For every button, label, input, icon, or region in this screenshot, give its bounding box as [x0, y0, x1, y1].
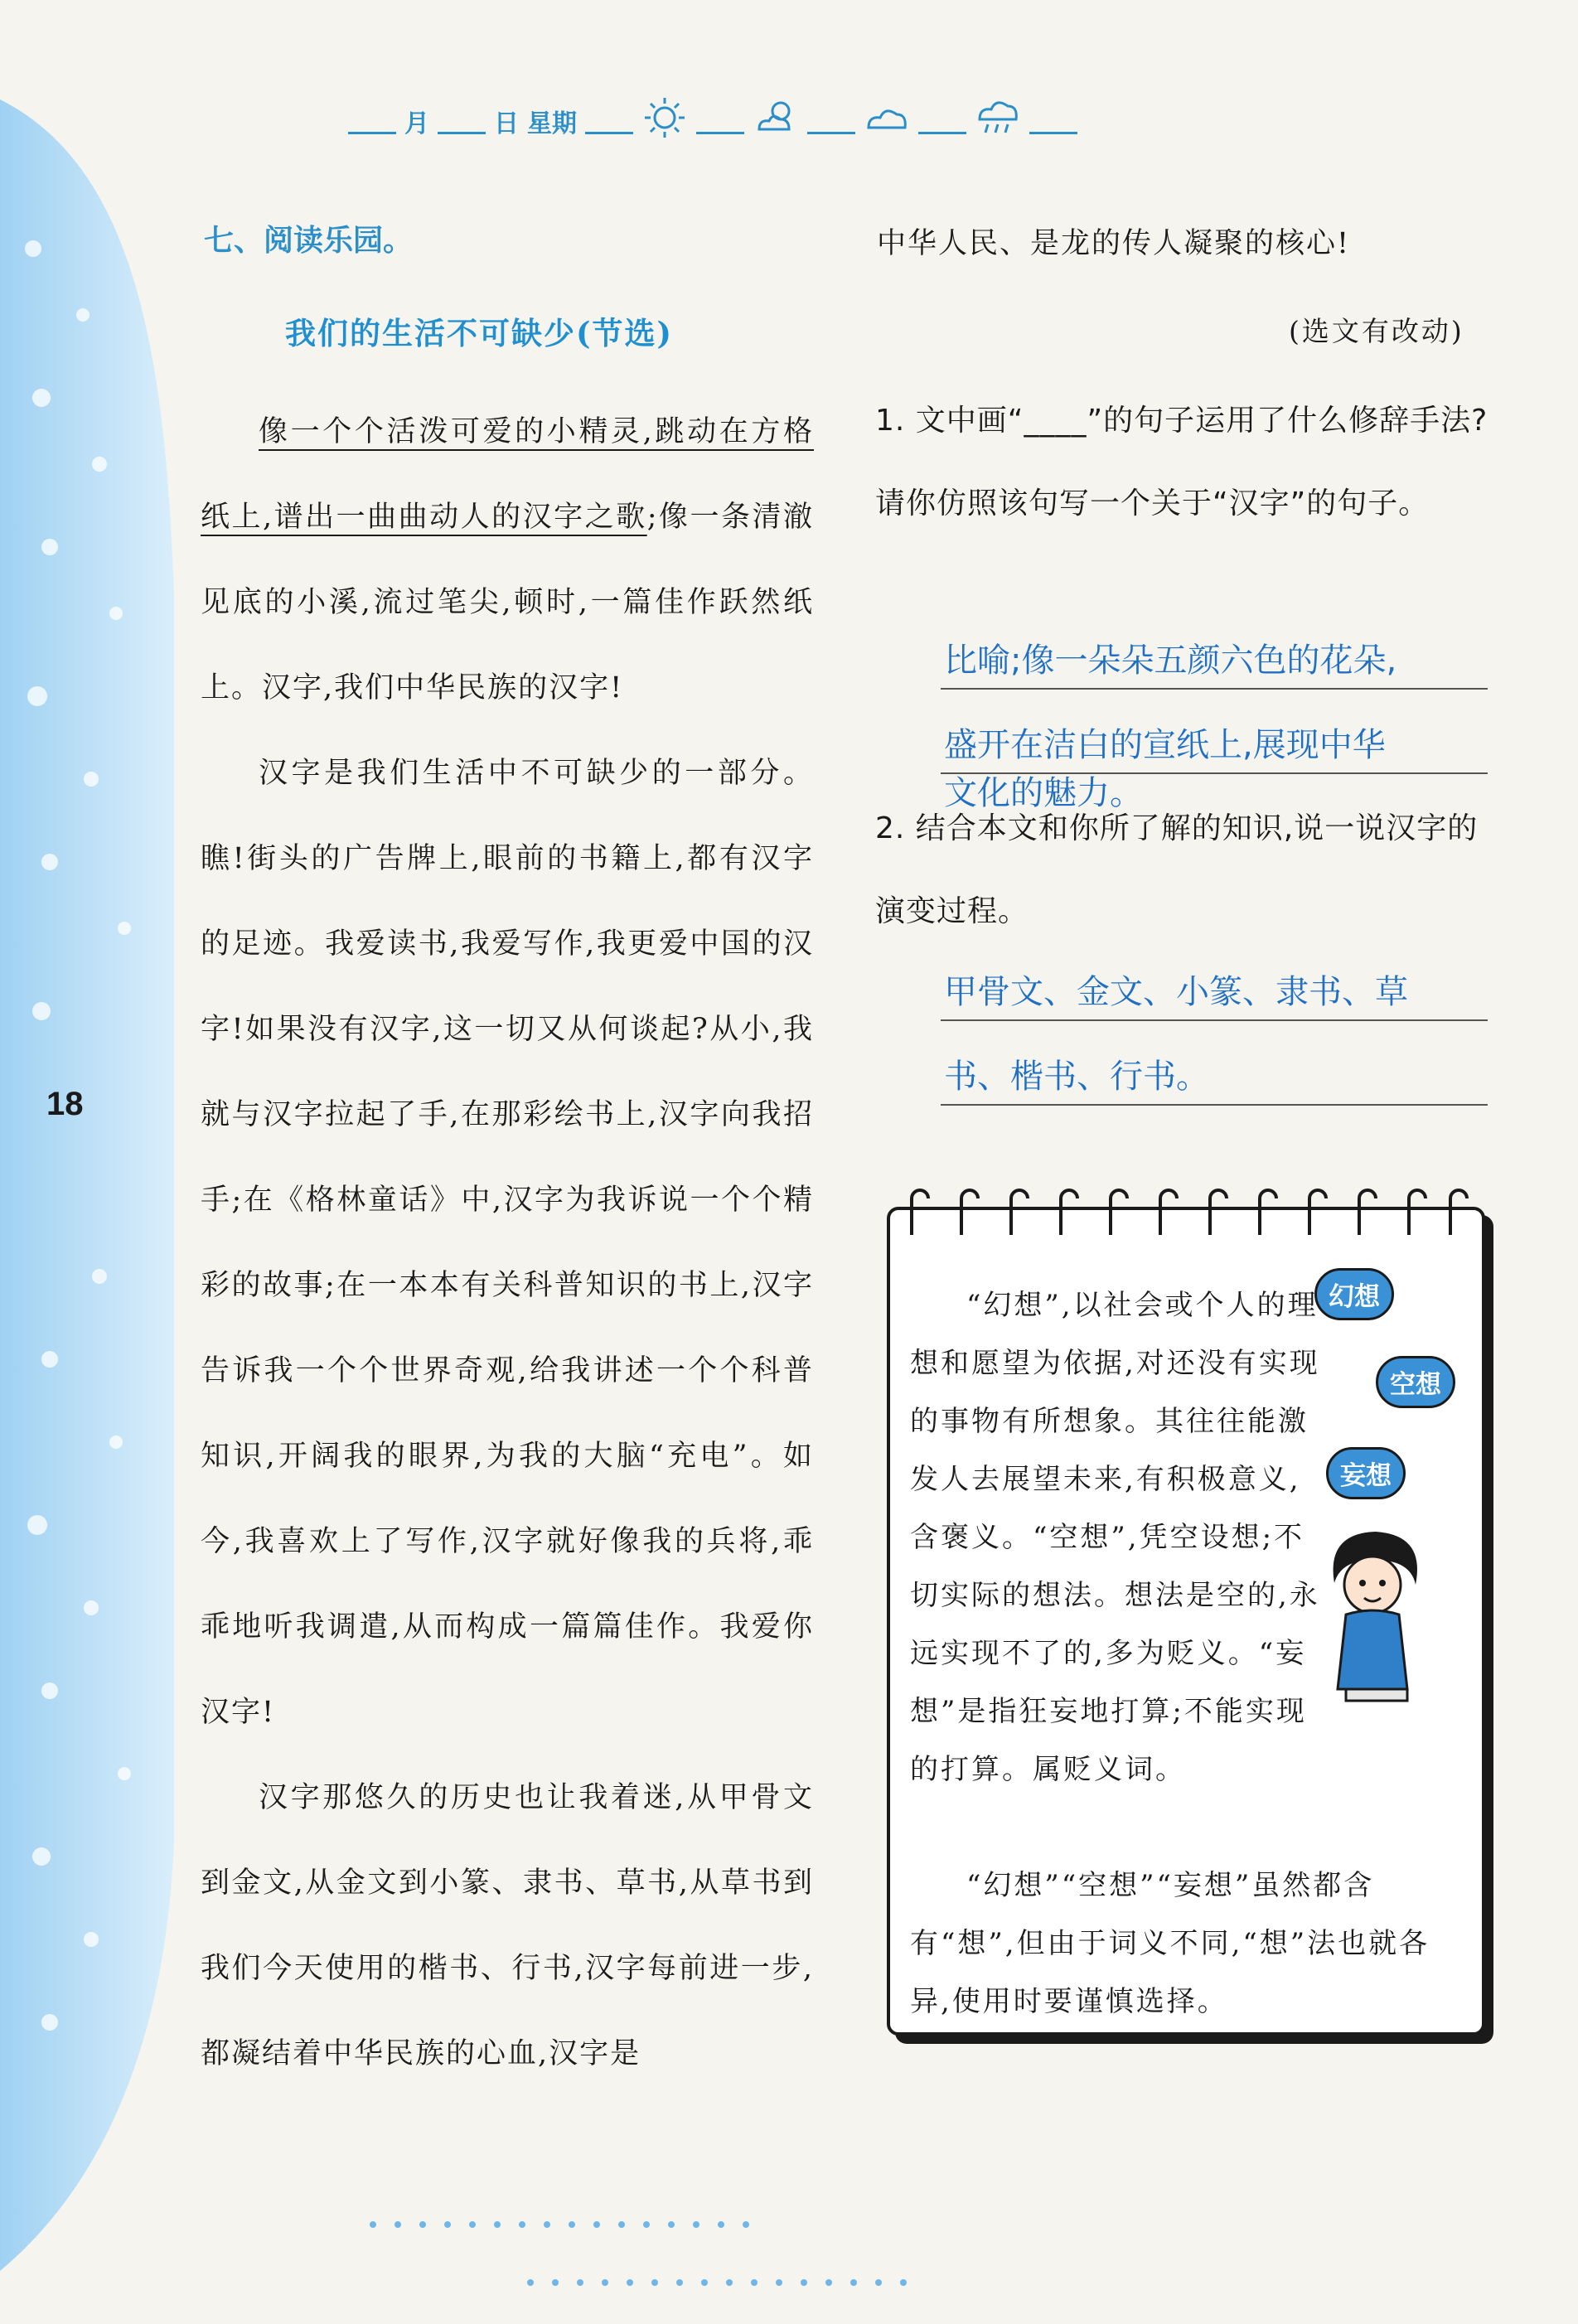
- paragraph-1-rest: ;像一条清澈见底的小溪,流过笔尖,顿时,一篇佳作跃然纸上。汉字,我们中华民族的汉字!: [201, 501, 814, 704]
- article-paragraph-3: 汉字那悠久的历史也让我着迷,从甲骨文到金文,从金文到小篆、隶书、草书,从草书到我们今天使用的楷书、行书,汉字每前进一步,都凝结着中华民族的心血,汉字是: [201, 1781, 814, 2070]
- answer-line[interactable]: [941, 690, 1488, 774]
- bubble-kongxiang: 空想: [1376, 1356, 1455, 1408]
- source-note: (选文有改动): [1289, 315, 1464, 347]
- sunny-icon: [641, 96, 688, 139]
- bubble-wangxiang: 妄想: [1326, 1447, 1406, 1499]
- weather-blank-4: [1029, 132, 1077, 134]
- question-2: 2. 结合本文和你所了解的知识,说一说汉字的演变过程。: [875, 811, 1479, 928]
- note-paragraph-2: “幻想”“空想”“妄想”虽然都含有“想”,但由于词义不同,“想”法也就各异,使用时要谨慎选择。: [910, 1869, 1430, 2018]
- weekday-label: 星期: [527, 110, 577, 138]
- answer-text: 书、楷书、行书。: [944, 1058, 1209, 1096]
- answer-text: 比喻;像一朵朵五颜六色的花朵,: [944, 642, 1397, 680]
- notebook-spiral-rings: [903, 1177, 1475, 1243]
- month-blank: [348, 132, 396, 134]
- cloudy-icon: [864, 96, 910, 139]
- article-continuation: 中华人民、是龙的传人凝聚的核心!: [877, 227, 1351, 260]
- weather-blank-1: [696, 132, 744, 134]
- article-paragraph-2: 汉字是我们生活中不可缺少的一部分。瞧!街头的广告牌上,眼前的书籍上,都有汉字的足迹。我爱读书,我爱写作,我更爱中国的汉字!如果没有汉字,这一切又从何谈起?从小,我就与汉字拉起了手,在那彩绘书上,汉字向我招手;在《格林童话》中,汉字为我诉说一个个精彩的故事;在一本本有关科普知识的书上,汉字告诉我一个个世界奇观,给我讲述一个个科普知识,开阔我的眼界,为我的大脑“充电”。如今,我喜欢上了写作,汉字就好像我的兵将,乖乖地听我调遣,从而构成一篇篇佳作。我爱你汉字!: [201, 757, 814, 1729]
- date-weather-header: [348, 90, 1077, 139]
- month-label: 月: [404, 110, 429, 138]
- answer-text: 甲骨文、金文、小篆、隶书、草: [944, 973, 1408, 1011]
- sun-cloud-icon: [753, 96, 799, 139]
- note-text: [910, 1276, 1457, 1799]
- rain-icon: [975, 96, 1021, 139]
- section-title: 七、阅读乐园。: [204, 223, 414, 257]
- day-blank: [438, 132, 486, 134]
- note-paragraph-1: “幻想”,以社会或个人的理想和愿望为依据,对还没有实现的事物有所想象。其往往能激发人去展望未来,有积极意义,含褒义。“空想”,凭空设想;不切实际的想法。想法是空的,永远实现不了的,多为贬义。“妄想”是指狂妄地打算;不能实现的打算。属贬义词。: [910, 1289, 1320, 1786]
- weekday-blank: [585, 132, 633, 134]
- answer-line[interactable]: [941, 605, 1488, 690]
- article-paragraph-1: [201, 390, 814, 731]
- day-label: 日: [494, 110, 519, 138]
- answer-2: [941, 937, 1488, 1106]
- answer-text: 文化的魅力。: [944, 774, 1143, 812]
- weather-blank-3: [918, 132, 966, 134]
- answer-text: 盛开在洁白的宣纸上,展现中华: [944, 726, 1386, 764]
- question-1: 1. 文中画“____”的句子运用了什么修辞手法?请你仿照该句写一个关于“汉字”的句子。: [875, 404, 1488, 520]
- decorative-side-band: [0, 99, 191, 2271]
- note-text-2: [910, 1857, 1457, 2031]
- article-title: 我们的生活不可缺少(节选): [285, 315, 674, 351]
- article-body: [201, 390, 814, 2097]
- underlined-sentence: 像一个个活泼可爱的小精灵,跳动在方格纸上,谱出一曲曲动人的汉字之歌: [201, 415, 814, 534]
- bubble-huanxiang: 幻想: [1314, 1268, 1394, 1320]
- weather-blank-2: [807, 132, 855, 134]
- answer-line[interactable]: [941, 1021, 1488, 1106]
- page-number: 18: [46, 1086, 84, 1122]
- answer-line[interactable]: [941, 937, 1488, 1021]
- decorative-dots: [365, 2213, 928, 2304]
